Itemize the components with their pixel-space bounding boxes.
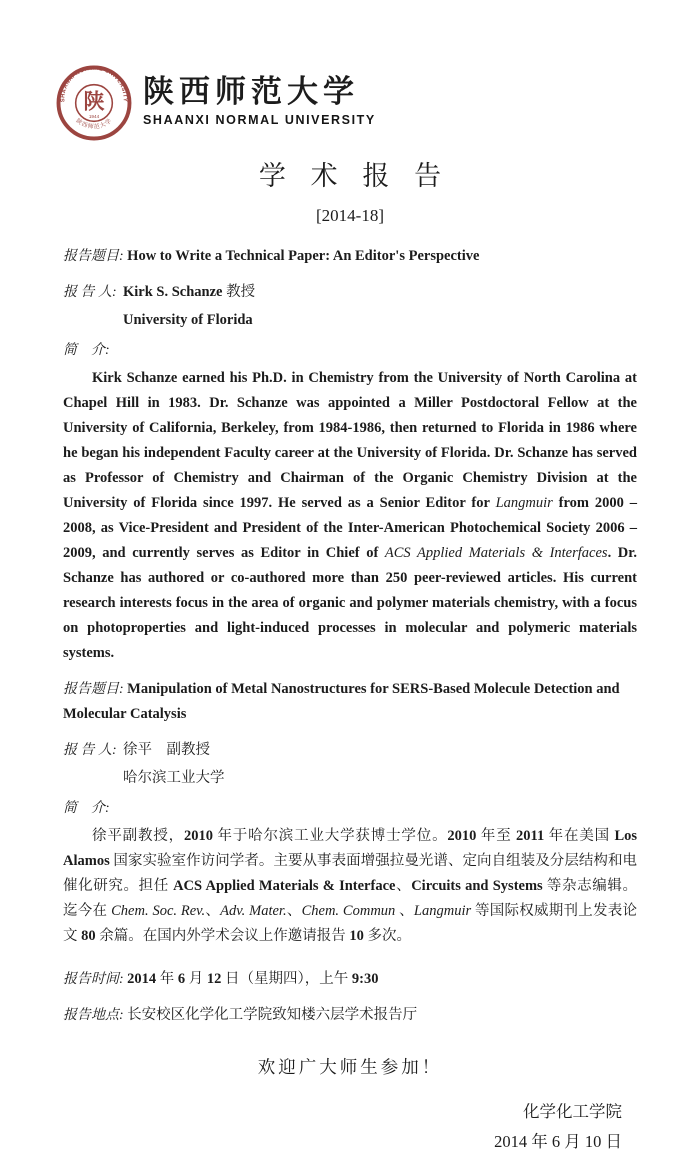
report2-topic: Manipulation of Metal Nanostructures for SERS-Based Molecule Detection and Molecular Catalysis [63, 681, 620, 722]
welcome-line: 欢迎广大师生参加！ [257, 1057, 443, 1077]
report-time-value: 2014 年 6 月 12 日（星期四），上午 9:30 [127, 971, 379, 987]
university-name-cn: 陕西师范大学 [143, 74, 359, 110]
topic-label: 报告题目: [63, 249, 128, 264]
intro-label: 简 介: [63, 343, 110, 358]
report1-affiliation: University of Florida [123, 312, 253, 328]
intro-label: 简 介: [63, 801, 110, 816]
topic-label: 报告题目: [63, 682, 128, 697]
university-seal-icon [53, 64, 135, 142]
seal-top-text: SHAANXI NORMAL UNIVERSITY [60, 65, 128, 103]
report2-affiliation: 哈尔滨工业大学 [123, 770, 225, 786]
issue-number: [2014-18] [316, 206, 384, 225]
report2-speaker-row [63, 738, 637, 763]
page-title: 学 术 报 告 [258, 161, 451, 191]
report1-topic-row [63, 244, 637, 269]
university-wordmark [143, 75, 376, 130]
report-venue-value: 长安校区化学化工学院致知楼六层学术报告厅 [127, 1007, 418, 1023]
venue-label: 报告地点: [63, 1008, 128, 1023]
speaker-label: 报 告 人: [63, 743, 121, 758]
report1-topic: How to Write a Technical Paper: An Editor's Perspective [127, 248, 480, 264]
seal-bottom-text: 陕西师范大学 [74, 118, 114, 131]
time-label: 报告时间: [63, 972, 128, 987]
university-name-en: SHAANXI NORMAL UNIVERSITY [143, 112, 376, 127]
report-venue-row [63, 1003, 637, 1028]
report2-speaker: 徐平 副教授 [123, 742, 210, 758]
report1-bio: Kirk Schanze earned his Ph.D. in Chemistry from the University of North Carolina at Chapel Hill in 1983. Dr. Schanze was appointed a Miller Postdoctoral Fellow at the University of California, Berkeley, from 1984-1986, then returned to Florida in 1986 where he began his independent Faculty career at the University of Florida. Dr. Schanze has served as Professor of Chemistry and Chairman of the Organic Chemistry Division at the University of Florida since 1997. He served as a Senior Editor for Langmuir from 2000 – 2008, as Vice-President and President of the Inter-American Photochemical Society 2006 – 2009, and currently serves as Editor in Chief of ACS Applied Materials & Interfaces. Dr. Schanze has authored or co-authored more than 250 peer-reviewed articles. His current research interests focus in the area of organic and polymer materials chemistry, with a focus on photoproperties and light-induced processes in molecular and polymeric materials systems. [63, 370, 637, 661]
report2-bio: 徐平副教授，2010 年于哈尔滨工业大学获博士学位。2010 年至 2011 年在美国 Los Alamos 国家实验室作访问学者。主要从事表面增强拉曼光谱、定向自组装及分层结构和电催化研究。担任 ACS Applied Materials & Interface、Circuits and Systems 等杂志编辑。迄今在 Chem. Soc. Rev.、Adv. Mater.、Chem. Commun 、Langmuir 等国际权威期刊上发表论文 80 余篇。在国内外学术会议上作邀请报告 10 多次。 [63, 828, 638, 944]
seal-founding-year: 1944 [88, 113, 100, 119]
signature-organization: 化学化工学院 [523, 1101, 622, 1121]
report1-speaker: Kirk S. Schanze 教授 [123, 284, 256, 300]
report-time-row [63, 967, 637, 992]
signature-block [63, 1097, 637, 1157]
speaker-label: 报 告 人: [63, 285, 121, 300]
report2-intro-label-row [63, 796, 637, 821]
signature-date: 2014 年 6 月 10 日 [494, 1131, 622, 1151]
report1-intro-label-row [63, 338, 637, 363]
university-logo [53, 64, 637, 142]
report2-topic-row [63, 677, 637, 727]
report1-speaker-row [63, 280, 637, 305]
seal-center-character: 陕 [83, 89, 105, 114]
